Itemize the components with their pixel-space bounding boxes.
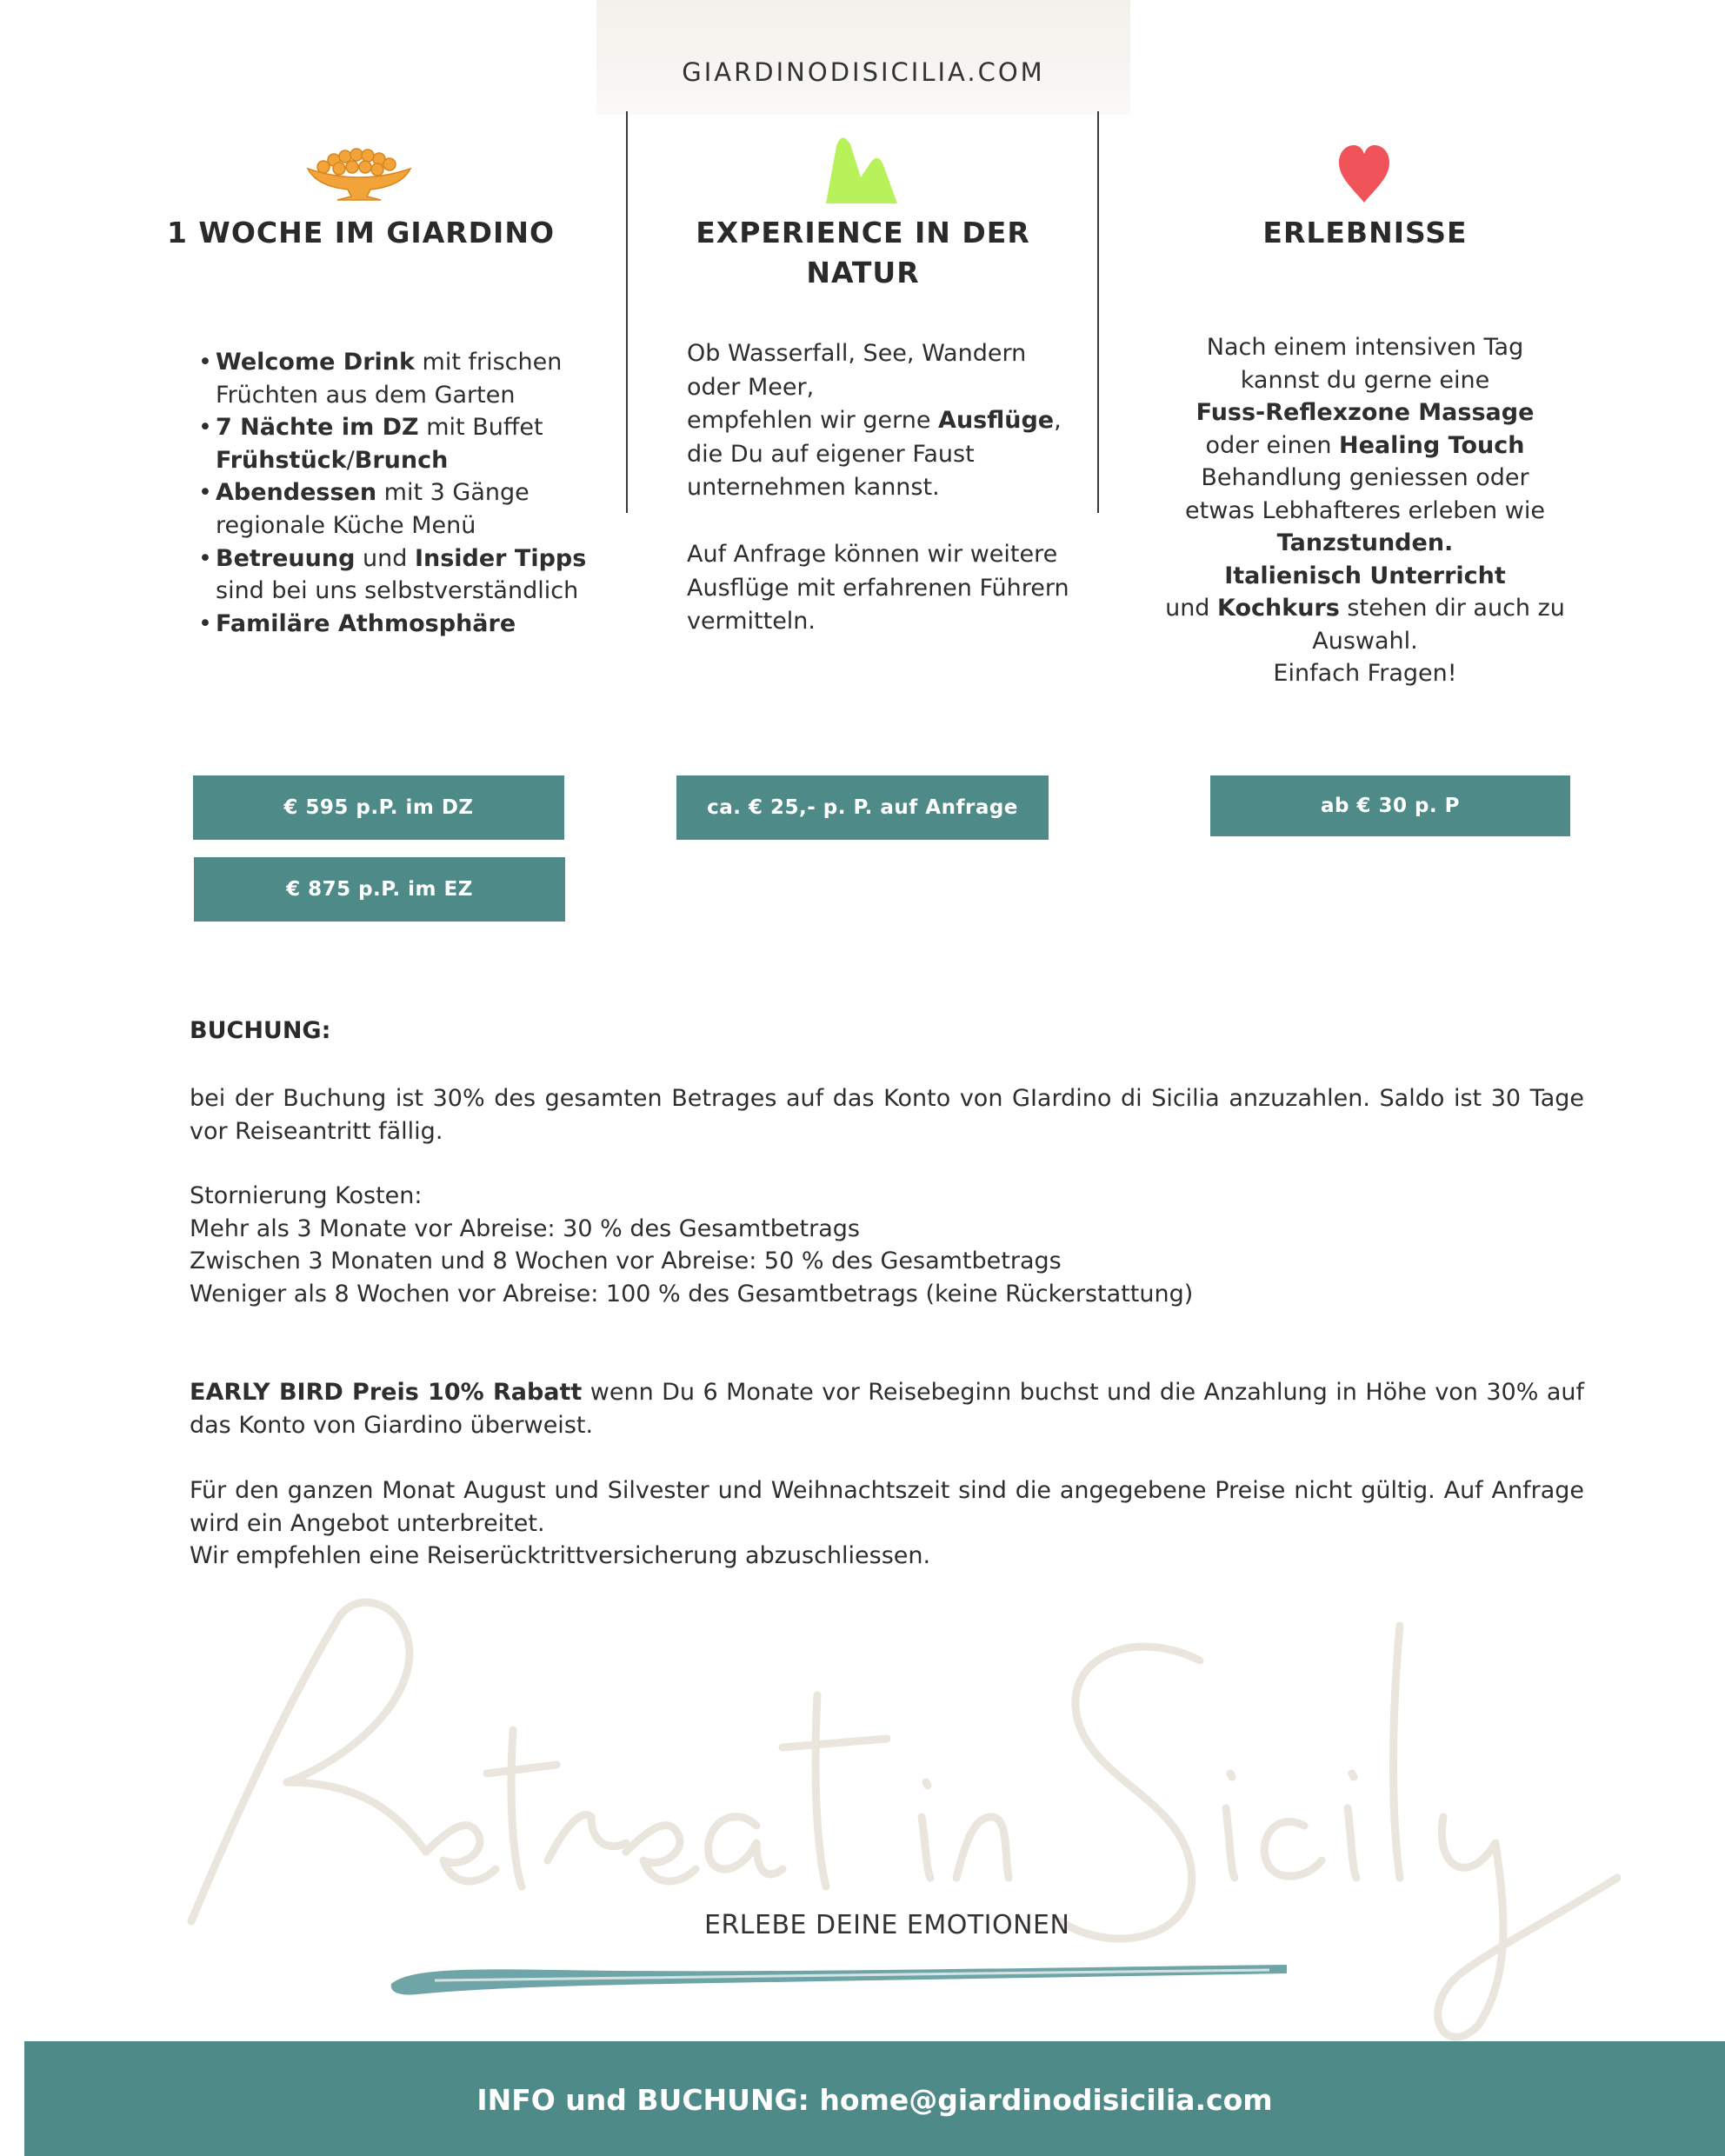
early-bird-text: EARLY BIRD Preis 10% Rabatt wenn Du 6 Monate vor Reisebeginn buchst und die Anzahlung in Höhe von 30% auf das Konto von Giardino überweist. bbox=[190, 1379, 1584, 1439]
price-button-excursion[interactable]: ca. € 25,- p. P. auf Anfrage bbox=[676, 775, 1049, 840]
price-button-ez[interactable]: € 875 p.P. im EZ bbox=[194, 857, 565, 922]
nature-text: Ob Wasserfall, See, Wandern oder Meer, empfehlen wir gerne Ausflüge, die Du auf eigener Faust unternehmen kannst. Auf Anfrage können wir weitere Ausflüge mit erfahrenen Führern vermitteln. bbox=[687, 340, 1069, 635]
footer-contact[interactable]: INFO und BUCHUNG: home@giardinodisicilia.com bbox=[476, 2083, 1273, 2117]
list-item: • 7 Nächte im DZ mit Buffet Frühstück/Brunch bbox=[198, 411, 598, 476]
column-title: EXPERIENCE IN DER NATUR bbox=[696, 216, 1030, 289]
booking-title: BUCHUNG: bbox=[190, 1017, 331, 1044]
column-divider bbox=[626, 111, 628, 513]
brush-stroke-decoration bbox=[383, 1958, 1295, 2001]
included-list bbox=[198, 346, 598, 640]
experiences-text: Nach einem intensiven Tag kannst du gerne eine Fuss-Reflexzone Massage oder einen Healing Touch Behandlung geniessen oder etwas Lebhafteres erleben wie Tanzstunden. Italienisch Unterricht und Kochkurs stehen dir auch zu Auswahl. Einfach Fragen! bbox=[1165, 334, 1565, 687]
footer-bar bbox=[24, 2041, 1725, 2156]
site-url[interactable]: GIARDINODISICILIA.COM bbox=[682, 57, 1045, 87]
column-title: ERLEBNISSE bbox=[1262, 216, 1468, 250]
tagline: ERLEBE DEINE EMOTIONEN bbox=[704, 1910, 1070, 1940]
storno-block: Stornierung Kosten: Mehr als 3 Monate vor Abreise: 30 % des Gesamtbetrags Zwischen 3 Monaten und 8 Wochen vor Abreise: 50 % des Gesamtbetrags Weniger als 8 Wochen vor Abreise: 100 % des Gesamtbetrags (keine Rückerstattung) bbox=[190, 1182, 1194, 1308]
column-title: 1 WOCHE IM GIARDINO bbox=[166, 216, 556, 250]
fruit-bowl-icon bbox=[304, 148, 414, 203]
price-button-dz[interactable]: € 595 p.P. im DZ bbox=[193, 775, 564, 840]
list-item: • Betreuung und Insider Tipps sind bei uns selbstverständlich bbox=[198, 542, 598, 608]
price-button-experiences[interactable]: ab € 30 p. P bbox=[1210, 775, 1570, 836]
heart-icon bbox=[1337, 143, 1391, 203]
list-item: • Abendessen mit 3 Gänge regionale Küche Menü bbox=[198, 476, 598, 542]
season-note: Für den ganzen Monat August und Silvester und Weihnachtszeit sind die angegebene Preise nicht gültig. Auf Anfrage wird ein Angebot unterbreitet. Wir empfehlen eine Reiserücktrittversicherung abzuschliessen. bbox=[190, 1477, 1584, 1570]
list-item: • Familäre Athmosphäre bbox=[198, 608, 598, 641]
list-item: • Welcome Drink mit frischen Früchten aus dem Garten bbox=[198, 346, 598, 411]
booking-text: bei der Buchung ist 30% des gesamten Betrages auf das Konto von GIardino di Sicilia anzuzahlen. Saldo ist 30 Tage vor Reiseantritt fällig. bbox=[190, 1085, 1584, 1145]
column-divider bbox=[1097, 111, 1099, 513]
mountain-icon bbox=[826, 130, 897, 203]
